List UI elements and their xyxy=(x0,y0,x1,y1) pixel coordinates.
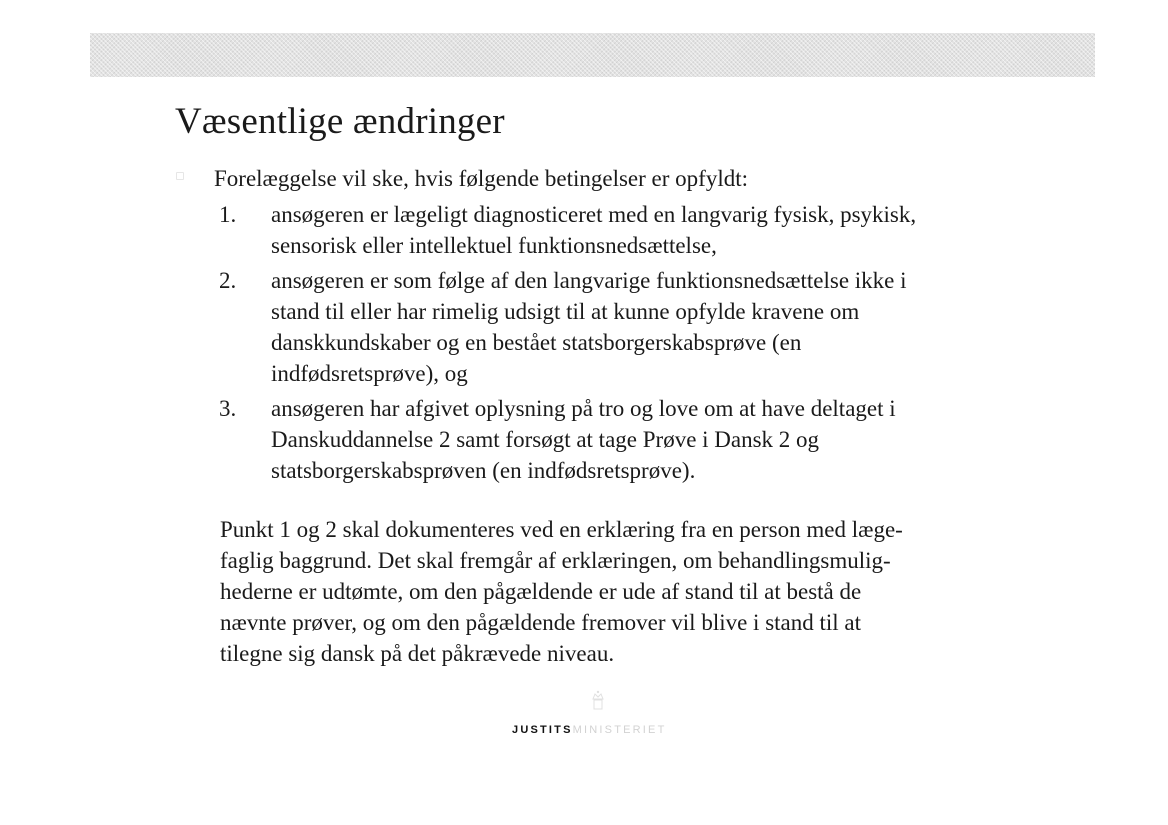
paragraph-line: faglig baggrund. Det skal fremgår af erklæringen, om behandlingsmulig- xyxy=(220,548,891,573)
logo-dark-text: JUSTITS xyxy=(512,724,573,736)
condition-line: stand til eller har rimelig udsigt til at kunne opfylde kravene om xyxy=(271,299,860,324)
logo-faint-text: MINISTERIET xyxy=(572,724,667,736)
condition-line: danskkundskaber og en bestået statsborgerskabsprøve (en xyxy=(271,330,802,355)
condition-number: 3. xyxy=(219,396,237,421)
bullet-icon xyxy=(176,172,184,180)
condition-item xyxy=(219,265,1009,389)
condition-line: sensorisk eller intellektuel funktionsnedsættelse, xyxy=(271,233,717,258)
condition-line: ansøgeren er som følge af den langvarige funktionsnedsættelse ikke i xyxy=(271,268,907,293)
paragraph-line: nævnte prøver, og om den pågældende fremover vil blive i stand til at xyxy=(220,610,862,635)
condition-line: ansøgeren er lægeligt diagnosticeret med en langvarig fysisk, psykisk, xyxy=(271,202,917,227)
condition-number: 1. xyxy=(219,202,237,227)
paragraph-line: hederne er udtømte, om den pågældende er ude af stand til at bestå de xyxy=(220,579,862,604)
condition-line: ansøgeren har afgivet oplysning på tro og love om at have deltaget i xyxy=(271,396,896,421)
condition-line: indfødsretsprøve), og xyxy=(271,361,468,386)
ministry-logo xyxy=(512,724,667,736)
paragraph-line: Punkt 1 og 2 skal dokumenteres ved en erklæring fra en person med læge- xyxy=(220,517,903,542)
documentation-paragraph xyxy=(220,514,903,669)
header-band xyxy=(90,33,1095,77)
intro-text: Forelæggelse vil ske, hvis følgende betingelser er opfyldt: xyxy=(214,166,748,191)
condition-line: statsborgerskabsprøven (en indfødsretsprøve). xyxy=(271,458,696,483)
condition-item xyxy=(219,199,1009,261)
conditions-list xyxy=(219,199,1009,490)
condition-item xyxy=(219,393,1009,486)
slide-title: Væsentlige ændringer xyxy=(175,101,505,142)
condition-number: 2. xyxy=(219,268,237,293)
condition-line: Danskuddannelse 2 samt forsøgt at tage Prøve i Dansk 2 og xyxy=(271,427,820,452)
paragraph-line: tilegne sig dansk på det påkrævede niveau. xyxy=(220,641,615,666)
crown-emblem-icon xyxy=(590,690,606,712)
